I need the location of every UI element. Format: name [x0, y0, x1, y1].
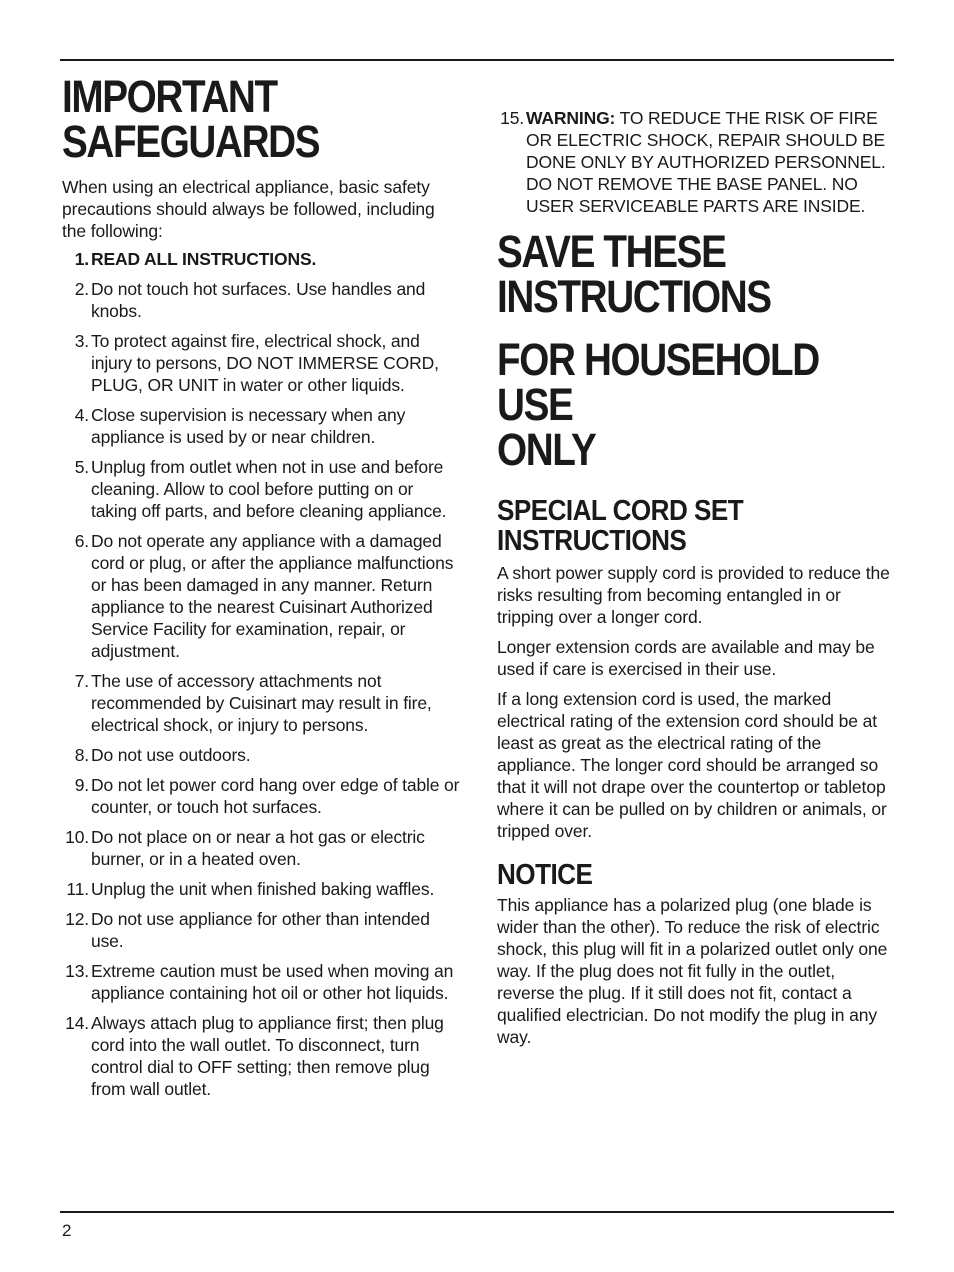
list-item: 10. Do not place on or near a hot gas or electric burner, or in a heated oven.: [65, 827, 425, 869]
list-item: 2. Do not touch hot surfaces. Use handles and knobs.: [74, 279, 426, 321]
intro-text: When using an electrical appliance, basic safety precautions should always be followed, including the following:: [62, 177, 435, 241]
cord-paragraph-2: Longer extension cords are available and may be used if care is exercised in their use.: [497, 637, 875, 679]
list-item: 9. Do not let power cord hang over edge of table or counter, or touch hot surfaces.: [74, 775, 460, 817]
safeguards-list: [62, 248, 462, 1100]
right-column: [497, 107, 897, 1048]
list-item: 5. Unplug from outlet when not in use and before cleaning. Allow to cool before putting on or taking off parts, and before cleaning appliance.: [74, 457, 447, 521]
list-item: 13. Extreme caution must be used when moving an appliance containing hot oil or other hot liquids.: [65, 961, 454, 1003]
save-instructions-heading: SAVE THESE INSTRUCTIONS: [497, 226, 771, 322]
warning-text: TO REDUCE THE RISK OF FIRE OR ELECTRIC SHOCK, REPAIR SHOULD BE DONE ONLY BY AUTHORIZED PERSONNEL. DO NOT REMOVE THE BASE PANEL. NO USER SERVICEABLE PARTS ARE INSIDE.: [526, 108, 886, 216]
list-item: 8. Do not use outdoors.: [74, 745, 251, 765]
bottom-rule: [60, 1211, 894, 1213]
household-use-heading: FOR HOUSEHOLD USE ONLY: [497, 334, 819, 475]
list-item: 3. To protect against fire, electrical shock, and injury to persons, DO NOT IMMERSE CORD, PLUG, OR UNIT in water or other liquids.: [74, 331, 439, 395]
list-item: 4. Close supervision is necessary when any appliance is used by or near children.: [74, 405, 406, 447]
list-item: 14. Always attach plug to appliance first; then plug cord into the wall outlet. To disconnect, turn control dial to OFF setting; then remove plug from wall outlet.: [65, 1013, 444, 1099]
warning-label: WARNING:: [526, 108, 616, 128]
title-line-2: SAFEGUARDS: [62, 116, 320, 167]
cord-paragraph-3: If a long extension cord is used, the marked electrical rating of the extension cord should be at least as great as the electrical rating of the appliance. The longer cord should be arranged so that it will not drape over the countertop or tabletop where it can be pulled on by children or animals, or tripped over.: [497, 689, 887, 841]
cord-paragraph-1: A short power supply cord is provided to reduce the risks resulting from becoming entangled in or tripping over a longer cord.: [497, 563, 890, 627]
list-item: 7. The use of accessory attachments not recommended by Cuisinart may result in fire, electrical shock, or injury to persons.: [74, 671, 432, 735]
notice-text: This appliance has a polarized plug (one blade is wider than the other). To reduce the risk of electric shock, this plug will fit in a polarized outlet only one way. If the plug does not fit fully in the outlet, reverse the plug. If it still does not fit, contact a qualified electrician. Do not modify the plug in any way.: [497, 895, 888, 1047]
list-item: 11. Unplug the unit when finished baking waffles.: [66, 879, 435, 899]
left-column: [62, 71, 462, 1108]
list-item: 1. READ ALL INSTRUCTIONS.: [74, 249, 317, 269]
special-cord-heading: SPECIAL CORD SET INSTRUCTIONS: [497, 495, 744, 557]
list-item: 6. Do not operate any appliance with a damaged cord or plug, or after the appliance malfunctions or has been damaged in any manner. Return appliance to the nearest Cuisinart Authorized Service Facility for examination, repair, or adjustment.: [74, 531, 454, 661]
top-rule: [60, 59, 894, 61]
list-item: 12. Do not use appliance for other than intended use.: [65, 909, 430, 951]
warning-item: 15. WARNING: TO REDUCE THE RISK OF FIRE OR ELECTRIC SHOCK, REPAIR SHOULD BE DONE ONLY BY AUTHORIZED PERSONNEL. DO NOT REMOVE THE BASE PANEL. NO USER SERVICEABLE PARTS ARE INSIDE.: [500, 108, 886, 216]
warning-list: [497, 107, 897, 217]
title-line-1: IMPORTANT: [62, 71, 277, 122]
page-number: 2: [62, 1221, 72, 1240]
important-safeguards-title: [62, 71, 466, 167]
notice-heading: NOTICE: [497, 859, 593, 891]
